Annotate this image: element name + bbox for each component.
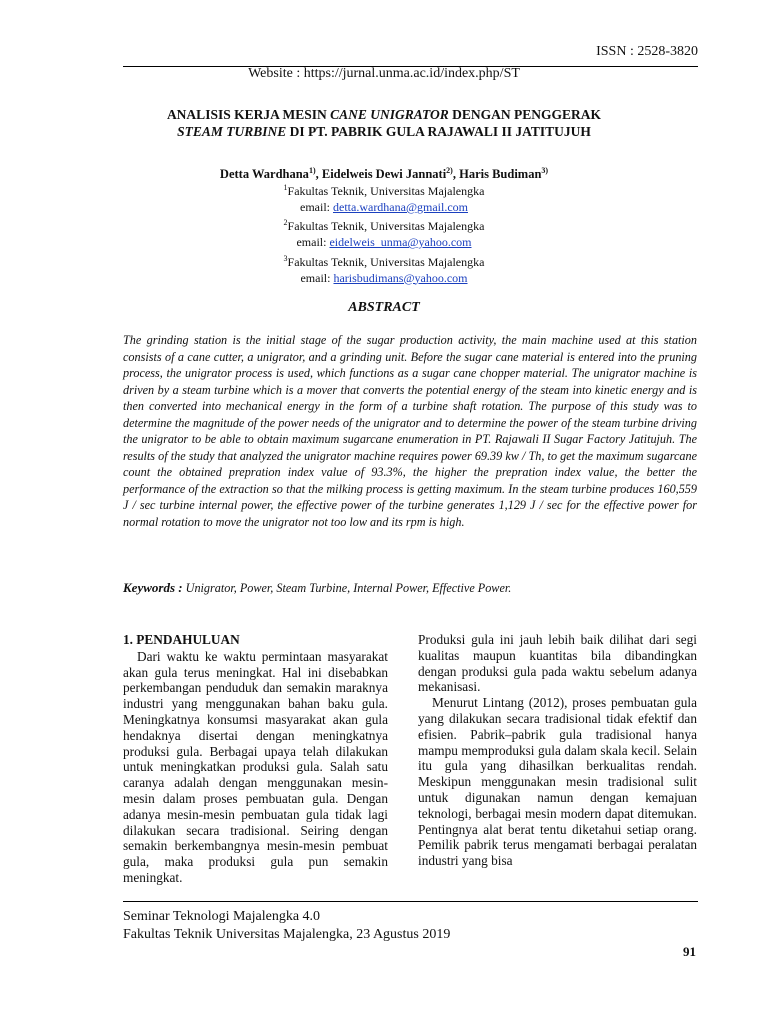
affiliation-1 — [100, 180, 668, 200]
affiliations — [100, 180, 668, 286]
author-name: , Haris Budiman — [452, 167, 542, 182]
footer — [123, 908, 450, 944]
affiliation-1-email — [100, 200, 668, 216]
email-link[interactable]: eidelweis_unma@yahoo.com — [329, 235, 472, 250]
title-part: DI PT. PABRIK GULA RAJAWALI II JATITUJUH — [286, 124, 591, 139]
affil-sup: 3 — [283, 253, 288, 263]
page-number: 91 — [683, 944, 696, 959]
author-sup: 1) — [308, 166, 316, 175]
paragraph: Produksi gula ini jauh lebih baik dilihat dari segi kualitas maupun kuantitas bila dibandingkan dengan produksi gula pada waktu sebelum adanya mekanisasi. — [418, 632, 697, 695]
author-sup: 3) — [541, 166, 549, 175]
title-part: ANALISIS KERJA MESIN — [166, 107, 331, 122]
affil-institution: Fakultas Teknik, Universitas Majalengka — [287, 254, 485, 269]
footer-line-1: Seminar Teknologi Majalengka 4.0 — [123, 909, 321, 924]
footer-rule — [123, 901, 698, 902]
paragraph: Menurut Lintang (2012), proses pembuatan gula yang dilakukan secara tradisional tidak efektif dan efisien. Pabrik–pabrik gula tradisional hanya mampu memproduksi gula dalam skala kecil. Selain itu gula yang dihasilkan berkualitas rendah. Meskipun menggunakan mesin tradisional sulit untuk digunakan namun dengan kemajuan teknologi, berbagai mesin modern dapat ditemukan. Pentingnya alat berat tentu diketahui setiap orang. Pemilik pabrik terus mengamati berbagai peralatan industri yang bisa — [418, 695, 697, 869]
author-sup: 2) — [446, 166, 453, 175]
email-link[interactable]: harisbudimans@yahoo.com — [333, 270, 468, 285]
journal-website[interactable]: Website : https://jurnal.unma.ac.id/index.php/ST — [248, 66, 520, 81]
footer-line-2: Fakultas Teknik Universitas Majalengka, 23 Agustus 2019 — [123, 927, 451, 942]
paragraph: Dari waktu ke waktu permintaan masyarakat akan gula terus meningkat. Hal ini disebabkan perkembangan penduduk dan semakin maraknya industri yang menggunakan bahan baku gula. Meningkatnya konsumsi masyarakat akan gula hendaknya disertai dengan meningkatnya produksi gula. Berbagai upaya telah dilakukan untuk meningkatkan produksi gula. Salah satu caranya adalah dengan menggunakan mesin-mesin dalam proses pembuatan gula. Dengan adanya mesin-mesin pembuatan gula tidak lagi dilakukan secara tradisional. Seiring dengan semakin berkembangnya mesin-mesin pembuat gula, maka produksi gula pun semakin meningkat. — [123, 648, 388, 885]
email-label: email: — [300, 270, 334, 285]
body-column-left — [123, 632, 388, 886]
section-heading: 1. PENDAHULUAN — [123, 632, 240, 647]
email-label: email: — [300, 199, 333, 214]
affil-sup: 1 — [283, 183, 288, 192]
keywords-line — [123, 580, 697, 596]
keywords-text: Unigrator, Power, Steam Turbine, Internal Power, Effective Power. — [182, 581, 512, 595]
affiliation-2 — [100, 215, 668, 235]
title-part-italic: CANE UNIGRATOR — [330, 107, 449, 122]
keywords-label: Keywords : — [123, 580, 183, 595]
email-label: email: — [296, 235, 330, 250]
affiliation-3-email — [100, 271, 668, 287]
abstract-body: The grinding station is the initial stage of the sugar production activity, the main machine used at this station consists of a cane cutter, a unigrator, and a grinding unit. Before the sugar cane material is entered into the pruning process, the unigrator process is used, which functions as a sugar cane chopper material. The unigrator machine is driven by a steam turbine which is a mover that converts the potential energy of the steam into kinetic energy and is then converted into mechanical energy in the form of a turbine shaft rotation. The purpose of this study was to determine the magnitude of the power needs of the unigrator and to determine the power of the steam turbine driving the unigrator to be able to obtain maximum sugarcane enumeration in PT. Rajawali II Sugar Factory Jatitujuh. The results of the study that analyzed the unigrator machine requires power 69.39 kw / Th, to get the maximum sugarcane count the obtained prepration index value of 93.3%, the higher the prepration index value, the better the performance of the extraction so that the milking process is getting maximum. In the steam turbine produces 160,559 J / sec turbine internal power, the effective power of the turbine generates 1,129 J / sec for the effective power for normal rotation to move the unigrator not too low and its rpm is high. — [123, 333, 697, 529]
body-column-right — [418, 632, 697, 869]
affil-institution: Fakultas Teknik, Universitas Majalengka — [287, 219, 485, 234]
affil-sup: 2 — [283, 218, 288, 228]
email-link[interactable]: detta.wardhana@gmail.com — [333, 199, 468, 214]
title-part-italic: STEAM TURBINE — [177, 124, 287, 139]
affiliation-2-email — [100, 235, 668, 251]
author-name: , Eidelweis Dewi Jannati — [315, 167, 447, 182]
abstract-heading: ABSTRACT — [348, 300, 420, 315]
affil-institution: Fakultas Teknik, Universitas Majalengka — [287, 184, 485, 198]
issn-label: ISSN : 2528-3820 — [596, 44, 698, 59]
author-name: Detta Wardhana — [219, 167, 309, 182]
paper-title — [100, 106, 668, 140]
affiliation-3 — [100, 251, 668, 271]
title-part: DENGAN PENGGERAK — [448, 107, 602, 122]
